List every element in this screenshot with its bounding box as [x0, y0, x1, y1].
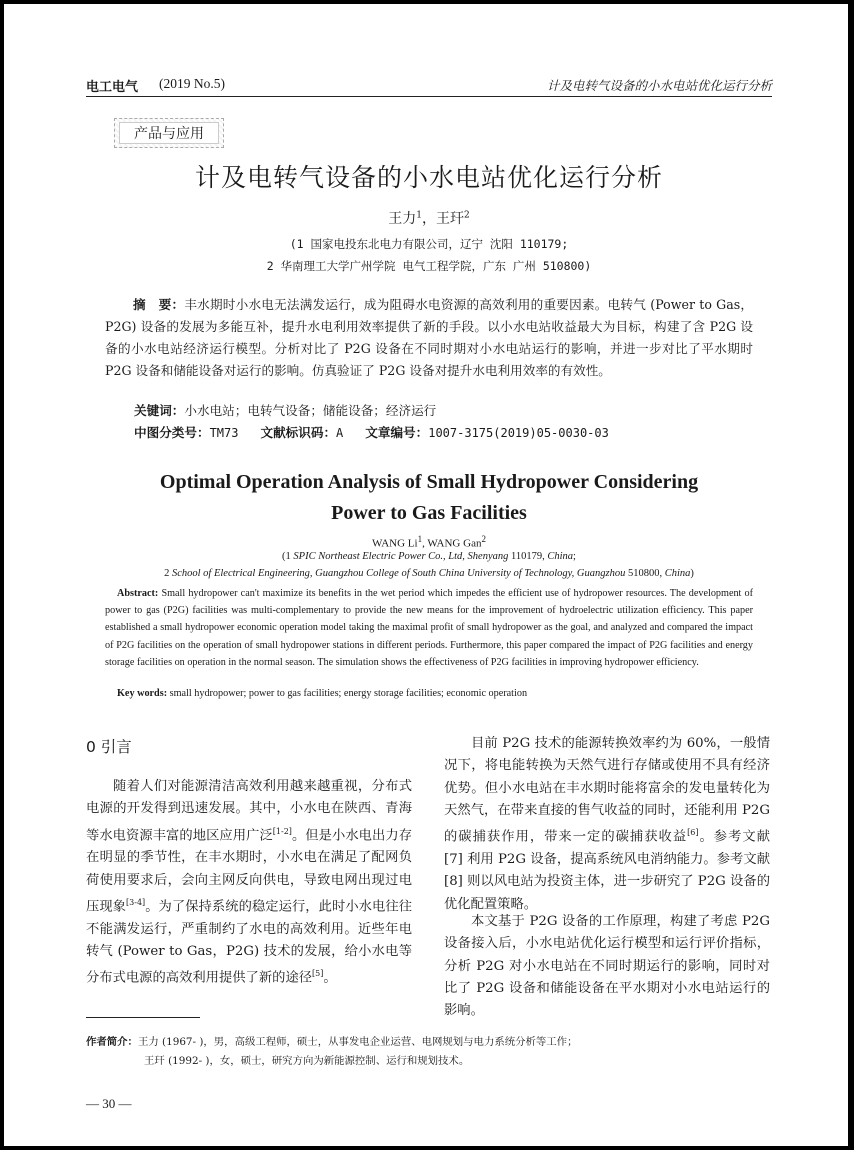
keywords-en-text: small hydropower; power to gas facilities; energy storage facilities; economic operation — [169, 688, 528, 699]
body-paragraph-3: 本文基于 P2G 设备的工作原理，构建了考虑 P2G 设备接入后，小水电站优化运行模型和运行评价指标，分析 P2G 对小水电站在不同时期运行的影响，同时对比了 P2G 设备和储能设备在平水期对小水电站运行的影响。 — [444, 914, 770, 1019]
keywords-cn-text: 小水电站；电转气设备；储能设备；经济运行 — [184, 403, 437, 418]
article-no-value: 1007-3175(2019)05-0030-03 — [428, 426, 609, 440]
keywords-en — [117, 688, 757, 699]
scan-border-left — [0, 0, 4, 1150]
author-sep-en: , — [422, 537, 428, 550]
scan-border-top — [0, 0, 854, 4]
column-tag-label: 产品与应用 — [119, 122, 219, 144]
aff1-country: China — [547, 551, 574, 562]
affiliation-en-2 — [86, 568, 772, 579]
abstract-en-label: Abstract: — [117, 588, 159, 599]
authors-cn — [86, 208, 772, 228]
running-head — [86, 74, 772, 97]
column-tag — [114, 118, 224, 148]
author-1-sup: 1 — [416, 210, 422, 221]
affiliation-cn-1: (1 国家电投东北电力有限公司，辽宁 沈阳 110179; — [289, 237, 569, 251]
footnote-line-1: 王力 (1967- )，男，高级工程师，硕士，从事发电企业运营、电网规划与电力系统分析等工作； — [137, 1036, 578, 1048]
author-1-cn: 王力 — [388, 211, 417, 227]
aff1-tail: 110179, — [508, 551, 548, 562]
aff2-end: ) — [690, 568, 694, 579]
author-sep-cn: ， — [422, 211, 436, 227]
aff2-open: 2 — [164, 568, 172, 579]
footnote-author-1 — [86, 1033, 772, 1048]
p2-text-a: 目前 P2G 技术的能源转换效率约为 60%，一般情况下，将电能转换为天然气进行存储或使用不具有经济优势。但小水电站在丰水期时能将富余的发电量转化为天然气，在带来直接的售气收益的同时，还能利用 P2G 的碳捕获作用，带来一定的碳捕获收益 — [444, 736, 770, 845]
abstract-en — [105, 585, 753, 671]
aff2-tail: 510800, — [625, 568, 665, 579]
footnote-rule — [86, 1017, 200, 1018]
author-2-sup: 2 — [464, 210, 470, 221]
aff1-open: (1 — [282, 551, 294, 562]
paper-title-en-line-1: Optimal Operation Analysis of Small Hydropower Considering — [159, 471, 699, 493]
scan-border-right — [848, 0, 854, 1150]
keywords-cn-label: 关键词： — [134, 403, 185, 418]
page-number: — 30 — — [86, 1096, 132, 1111]
aff2-body: School of Electrical Engineering, Guangzhou College of South China University of Technology, Guangzhou — [171, 568, 626, 579]
doc-code-label: 文献标识码： — [260, 425, 337, 440]
journal-issue: (2019 No.5) — [159, 76, 225, 91]
scan-border-bottom — [0, 1146, 854, 1150]
footnote-label: 作者简介： — [86, 1036, 138, 1048]
citation-1-2: [1-2] — [272, 826, 292, 836]
citation-3-4: [3-4] — [126, 897, 146, 907]
article-no-label: 文章编号： — [365, 425, 429, 440]
aff2-country: China — [664, 568, 691, 579]
keywords-cn — [134, 400, 436, 419]
running-title: 计及电转气设备的小水电站优化运行分析 — [546, 78, 772, 93]
abstract-en-text: Small hydropower can't maximize its benefits in the wet period which impedes the efficient use of hydropower resources. The development of power to gas (P2G) facilities was multi-complementary to provide the new means for the improvement of hydroelectric utilization efficiency. This paper established a small hydropower economic operation model taking the maximal profit of small hydropower as the goal, and analyzed and compared the impact of P2G facilities on the operation of small hydropower stations in different periods. Furthermore, this paper compared the impact of P2G facilities and energy storage facilities on operation in the normal season. The simulation shows the effectiveness of P2G facilities in improving hydropower efficiency. — [105, 588, 753, 668]
paper-title-en-line-2: Power to Gas Facilities — [331, 502, 527, 524]
affiliation-cn-2: 2 华南理工大学广州学院 电气工程学院，广东 广州 510800) — [266, 259, 592, 273]
author-2-en-sup: 2 — [481, 534, 486, 544]
body-paragraph-1 — [86, 776, 412, 990]
aff1-end: ; — [573, 551, 576, 562]
clc-label: 中图分类号： — [134, 425, 210, 440]
authors-en — [86, 534, 772, 550]
citation-5: [5] — [312, 969, 324, 979]
abstract-cn — [105, 294, 753, 382]
section-heading-intro: 0 引言 — [86, 738, 132, 756]
classification-line — [134, 422, 609, 441]
p2-text-b: 。参考文献 [7] 利用 P2G 设备，提高系统风电消纳能力。参考文献 [8] 则以风电站为投资主体，进一步研究了 P2G 设备的优化配置策略。 — [444, 829, 771, 912]
abstract-cn-text: 丰水期时小水电无法满发运行，成为阻碍水电资源的高效利用的重要因素。电转气 (Power to Gas，P2G) 设备的发展为多能互补，提升水电利用效率提供了新的手段。以小水电站收益最大为目标，构建了含 P2G 设备的小水电站经济运行模型。分析对比了 P2G 设备在不同时期对小水电站运行的影响，并进一步对比了平水期时 P2G 设备和储能设备对运行的影响。仿真验证了 P2G 设备对提升水电利用效率的有效性。 — [105, 297, 753, 378]
author-2-en: WANG Gan — [427, 537, 482, 550]
p1-text-c: 。为了保持系统的稳定运行，此时小水电往往不能满发运行，严重制约了水电的高效利用。近些年电转气 (Power to Gas，P2G) 技术的发展，给小水电等分布式电源的高效利用提供了新的途径 — [86, 899, 413, 986]
p1-text-a: 随着人们对能源清洁高效利用越来越重视，分布式电源的开发得到迅速发展。其中，小水电在陕西、青海等水电资源丰富的地区应用广泛 — [86, 779, 412, 844]
journal-name: 电工电气 — [86, 80, 139, 95]
footnote-author-2: 王玕 (1992- )，女，硕士，研究方向为新能源控制、运行和规划技术。 — [144, 1055, 470, 1067]
body-paragraph-2 — [444, 733, 770, 916]
author-1-en-sup: 1 — [417, 534, 423, 544]
p1-text-b: 。但是小水电出力存在明显的季节性，在丰水期时，小水电在满足了配网负荷使用要求后，会向主网反向供电，导致电网出现过电压现象 — [86, 828, 413, 915]
abstract-cn-label: 摘 要： — [133, 297, 185, 312]
affiliation-en-1 — [86, 551, 772, 562]
author-1-en: WANG Li — [372, 537, 418, 550]
paper-title-cn: 计及电转气设备的小水电站优化运行分析 — [194, 163, 663, 192]
doc-code-value: A — [336, 426, 344, 440]
author-2-cn: 王玕 — [436, 211, 464, 227]
clc-value: TM73 — [209, 426, 239, 440]
keywords-en-label: Key words: — [117, 688, 168, 699]
citation-6: [6] — [687, 828, 699, 838]
p1-text-d: 。 — [323, 970, 337, 986]
aff1-body: SPIC Northeast Electric Power Co., Ltd, Shenyang — [293, 551, 509, 562]
